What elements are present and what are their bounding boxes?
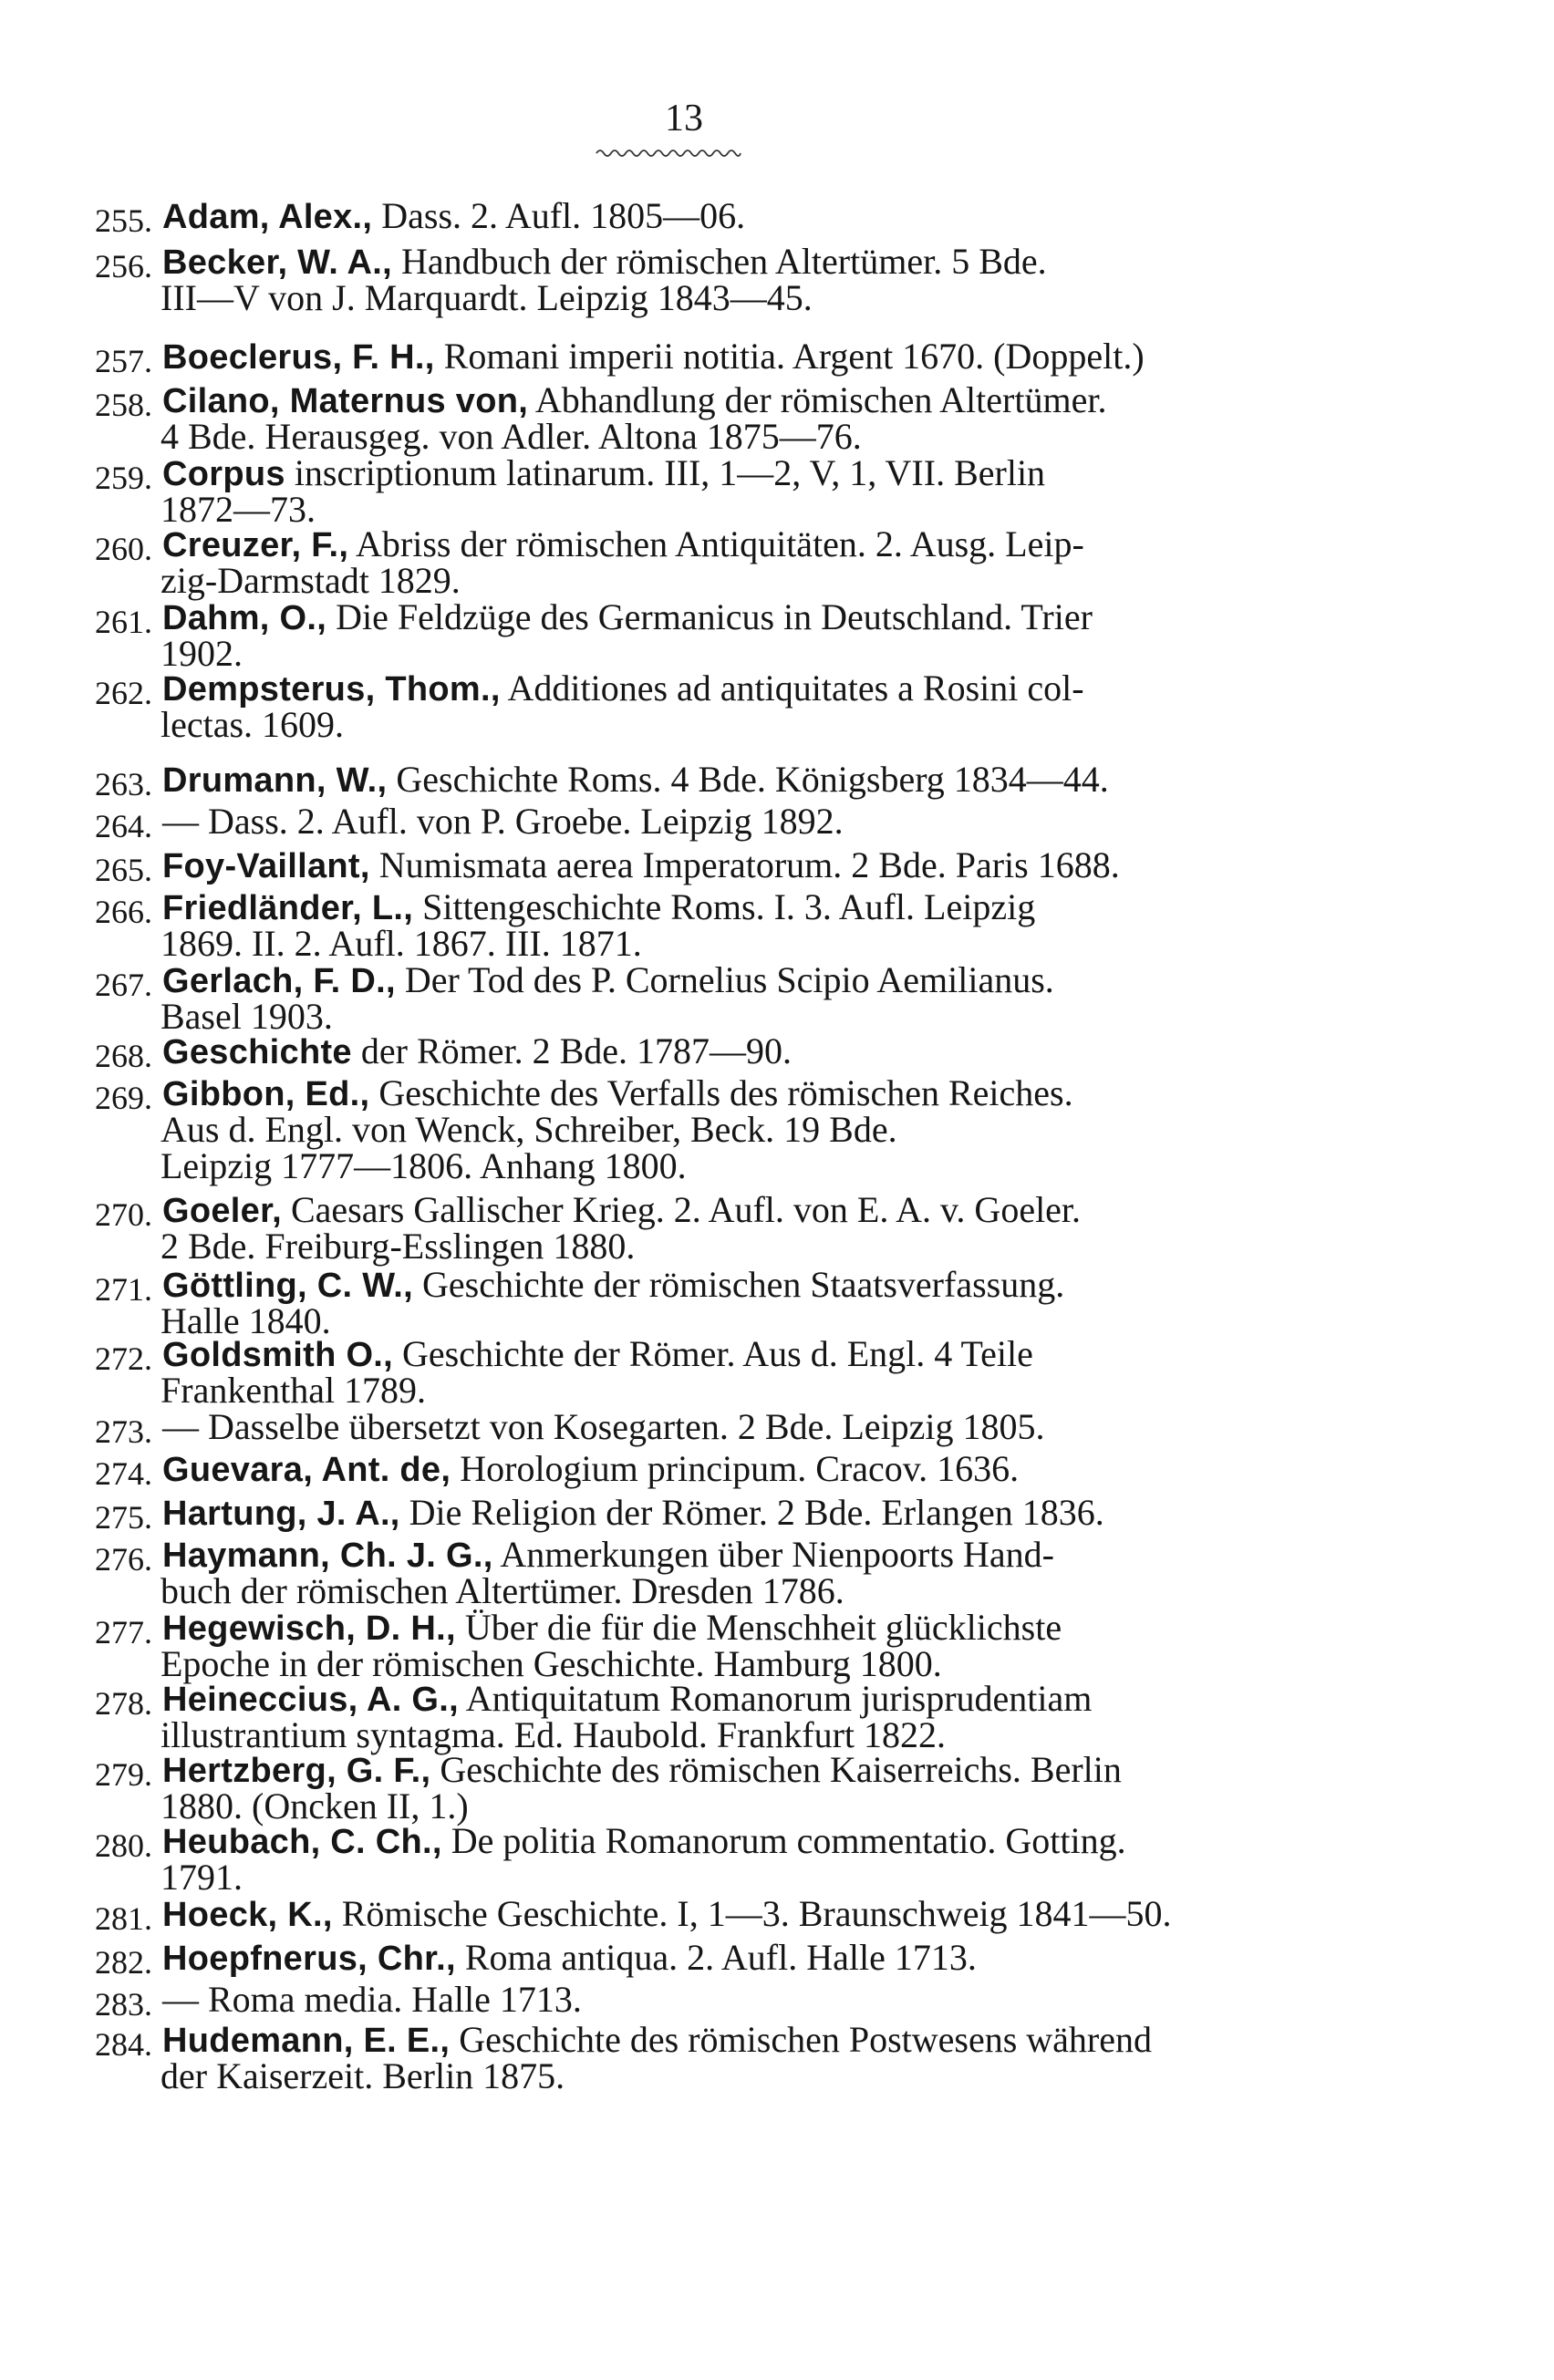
entry-text: Über die für die Menschheit glücklichste: [455, 1607, 1062, 1648]
entry-text: der Kaiserzeit. Berlin 1875.: [161, 2055, 565, 2096]
entry-number: 256.: [95, 248, 152, 285]
entry-author: Haymann, Ch. J. G.,: [162, 1537, 493, 1575]
entry-first-line: [162, 1492, 1104, 1534]
entry-text: Antiquitatum Romanorum jurisprudentiam: [459, 1678, 1093, 1719]
entry-text: — Roma media. Halle 1713.: [162, 1979, 582, 2020]
entry-continuation-line: [161, 2055, 565, 2097]
entry-text: Romani imperii notitia. Argent 1670. (Doppelt.): [434, 336, 1145, 377]
entry-first-line: [162, 1893, 1172, 1935]
entry-number: 283.: [95, 1986, 152, 2023]
entry-first-line: [162, 1979, 582, 2021]
entry-number: 282.: [95, 1944, 152, 1981]
entry-text: — Dass. 2. Aufl. von P. Groebe. Leipzig 1892.: [162, 801, 844, 842]
entry-text: Geschichte der römischen Staatsverfassung.: [412, 1264, 1065, 1305]
entry-text: Roma antiqua. 2. Aufl. Halle 1713.: [455, 1937, 977, 1978]
entry-text: 1869. II. 2. Aufl. 1867. III. 1871.: [161, 923, 642, 964]
entry-author: Corpus: [162, 455, 285, 493]
entry-text: der Römer. 2 Bde. 1787—90.: [351, 1030, 793, 1071]
entry-text: Basel 1903.: [161, 996, 333, 1037]
entry-continuation-line: [161, 277, 813, 319]
entry-first-line: [162, 1030, 792, 1072]
entry-author: Goeler,: [162, 1192, 282, 1230]
entry-text: Additiones ad antiquitates a Rosini col-: [500, 667, 1084, 709]
entry-number: 261.: [95, 604, 152, 640]
entry-number: 274.: [95, 1455, 152, 1492]
entry-author: Dahm, O.,: [162, 599, 327, 637]
entry-text: Geschichte des Verfalls des römischen Reiches.: [369, 1072, 1073, 1113]
entry-text: zig-Darmstadt 1829.: [161, 560, 461, 601]
entry-text: Römische Geschichte. I, 1—3. Braunschweig 1841—50.: [332, 1893, 1172, 1934]
entry-number: 280.: [95, 1827, 152, 1864]
entry-author: Goldsmith O.,: [162, 1336, 394, 1374]
entry-text: Geschichte des römischen Kaiserreichs. Berlin: [430, 1749, 1122, 1790]
entry-first-line: [162, 1406, 1045, 1448]
entry-number: 269.: [95, 1080, 152, 1116]
entry-continuation-line: [161, 704, 344, 746]
entry-author: Hoepfnerus, Chr.,: [162, 1940, 456, 1978]
entry-text: Sittengeschichte Roms. I. 3. Aufl. Leipzig: [413, 886, 1036, 927]
entry-text: 1902.: [161, 633, 243, 674]
entry-first-line: [162, 759, 1109, 801]
entry-text: Der Tod des P. Cornelius Scipio Aemilianus.: [395, 959, 1054, 1000]
entry-first-line: [162, 195, 745, 237]
entry-number: 270.: [95, 1196, 152, 1233]
page-number: 13: [665, 98, 703, 140]
entry-number: 260.: [95, 531, 152, 567]
entry-first-line: [162, 844, 1120, 886]
entry-text: — Dasselbe übersetzt von Kosegarten. 2 Bde. Leipzig 1805.: [162, 1406, 1045, 1447]
entry-text: Die Feldzüge des Germanicus in Deutschland. Trier: [326, 596, 1093, 637]
entry-text: Geschichte der Römer. Aus d. Engl. 4 Teile: [393, 1333, 1033, 1374]
entry-author: Geschichte: [162, 1033, 352, 1071]
entry-text: 1872—73.: [161, 489, 316, 530]
entry-continuation-line: [161, 1145, 687, 1187]
entry-text: lectas. 1609.: [161, 704, 345, 745]
entry-text: Geschichte Roms. 4 Bde. Königsberg 1834—44.: [387, 759, 1109, 800]
entry-number: 277.: [95, 1614, 152, 1650]
entry-first-line: [162, 596, 1093, 638]
entry-text: inscriptionum latinarum. III, 1—2, V, 1, VII. Berlin: [285, 452, 1046, 493]
entry-continuation-line: [161, 1226, 635, 1268]
entry-first-line: [162, 1820, 1126, 1862]
entry-author: Göttling, C. W.,: [162, 1267, 413, 1305]
entry-text: Halle 1840.: [161, 1300, 331, 1341]
entry-author: Adam, Alex.,: [162, 198, 373, 236]
entry-text: Die Religion der Römer. 2 Bde. Erlangen 1836.: [399, 1492, 1104, 1533]
entry-author: Boeclerus, F. H.,: [162, 338, 435, 377]
entry-text: III—V von J. Marquardt. Leipzig 1843—45.: [161, 277, 813, 318]
entry-text: buch der römischen Altertümer. Dresden 1786.: [161, 1570, 844, 1611]
entry-text: Frankenthal 1789.: [161, 1370, 427, 1411]
entry-number: 278.: [95, 1685, 152, 1722]
entry-number: 259.: [95, 460, 152, 496]
entry-text: Geschichte des römischen Postwesens während: [450, 2019, 1152, 2060]
entry-author: Hegewisch, D. H.,: [162, 1609, 456, 1648]
entry-text: Epoche in der römischen Geschichte. Hamburg 1800.: [161, 1643, 942, 1684]
entry-author: Hoeck, K.,: [162, 1896, 333, 1934]
entry-text: Aus d. Engl. von Wenck, Schreiber, Beck. 19 Bde.: [161, 1109, 897, 1150]
entry-number: 257.: [95, 343, 152, 379]
entry-number: 263.: [95, 766, 152, 802]
entry-text: Abhandlung der römischen Altertümer.: [528, 379, 1107, 420]
entry-number: 266.: [95, 894, 152, 930]
entry-text: Leipzig 1777—1806. Anhang 1800.: [161, 1145, 687, 1186]
entry-number: 255.: [95, 202, 152, 239]
entry-first-line: [162, 801, 844, 843]
entry-number: 264.: [95, 808, 152, 844]
entry-text: Handbuch der römischen Altertümer. 5 Bde.: [392, 241, 1047, 282]
entry-text: 1880. (Oncken II, 1.): [161, 1785, 469, 1826]
entry-author: Gibbon, Ed.,: [162, 1075, 370, 1113]
entry-text: 1791.: [161, 1857, 243, 1898]
entry-text: De politia Romanorum commentatio. Gotting.: [441, 1820, 1126, 1861]
entry-author: Heubach, C. Ch.,: [162, 1823, 442, 1861]
entry-author: Hudemann, E. E.,: [162, 2022, 451, 2060]
entry-number: 273.: [95, 1413, 152, 1450]
entry-author: Heineccius, A. G.,: [162, 1681, 459, 1719]
entry-first-line: [162, 336, 1145, 378]
entry-author: Guevara, Ant. de,: [162, 1451, 451, 1489]
entry-number: 279.: [95, 1756, 152, 1793]
entry-number: 268.: [95, 1038, 152, 1074]
entry-text: 4 Bde. Herausgeg. von Adler. Altona 1875—76.: [161, 416, 862, 457]
entry-author: Dempsterus, Thom.,: [162, 670, 501, 709]
entry-text: Numismata aerea Imperatorum. 2 Bde. Paris 1688.: [369, 844, 1120, 885]
entry-author: Hertzberg, G. F.,: [162, 1752, 431, 1790]
entry-author: Creuzer, F.,: [162, 526, 349, 564]
entry-number: 276.: [95, 1541, 152, 1578]
entry-text: Horologium principum. Cracov. 1636.: [451, 1448, 1020, 1489]
entry-text: Dass. 2. Aufl. 1805—06.: [372, 195, 746, 236]
entry-first-line: [162, 1448, 1019, 1490]
entry-author: Gerlach, F. D.,: [162, 962, 396, 1000]
entry-text: 2 Bde. Freiburg-Esslingen 1880.: [161, 1226, 636, 1267]
entry-text: Caesars Gallischer Krieg. 2. Aufl. von E. A. v. Goeler.: [281, 1189, 1082, 1230]
entry-number: 265.: [95, 852, 152, 888]
entry-author: Drumann, W.,: [162, 761, 388, 800]
entry-first-line: [162, 1937, 977, 1979]
entry-number: 262.: [95, 675, 152, 711]
entry-number: 275.: [95, 1499, 152, 1536]
entry-text: Anmerkungen über Nienpoorts Hand-: [492, 1534, 1054, 1575]
entry-number: 267.: [95, 967, 152, 1003]
entry-number: 272.: [95, 1340, 152, 1377]
entry-author: Cilano, Maternus von,: [162, 382, 529, 420]
entry-text: Abriss der römischen Antiquitäten. 2. Ausg. Leip-: [348, 523, 1084, 564]
entry-author: Hartung, J. A.,: [162, 1495, 400, 1533]
entry-number: 284.: [95, 2026, 152, 2063]
entry-number: 258.: [95, 387, 152, 423]
entry-author: Friedländer, L.,: [162, 889, 414, 927]
entry-author: Becker, W. A.,: [162, 243, 393, 282]
entry-text: illustrantium syntagma. Ed. Haubold. Frankfurt 1822.: [161, 1714, 946, 1755]
entry-number: 271.: [95, 1271, 152, 1308]
entry-number: 281.: [95, 1900, 152, 1937]
entry-author: Foy-Vaillant,: [162, 847, 370, 885]
